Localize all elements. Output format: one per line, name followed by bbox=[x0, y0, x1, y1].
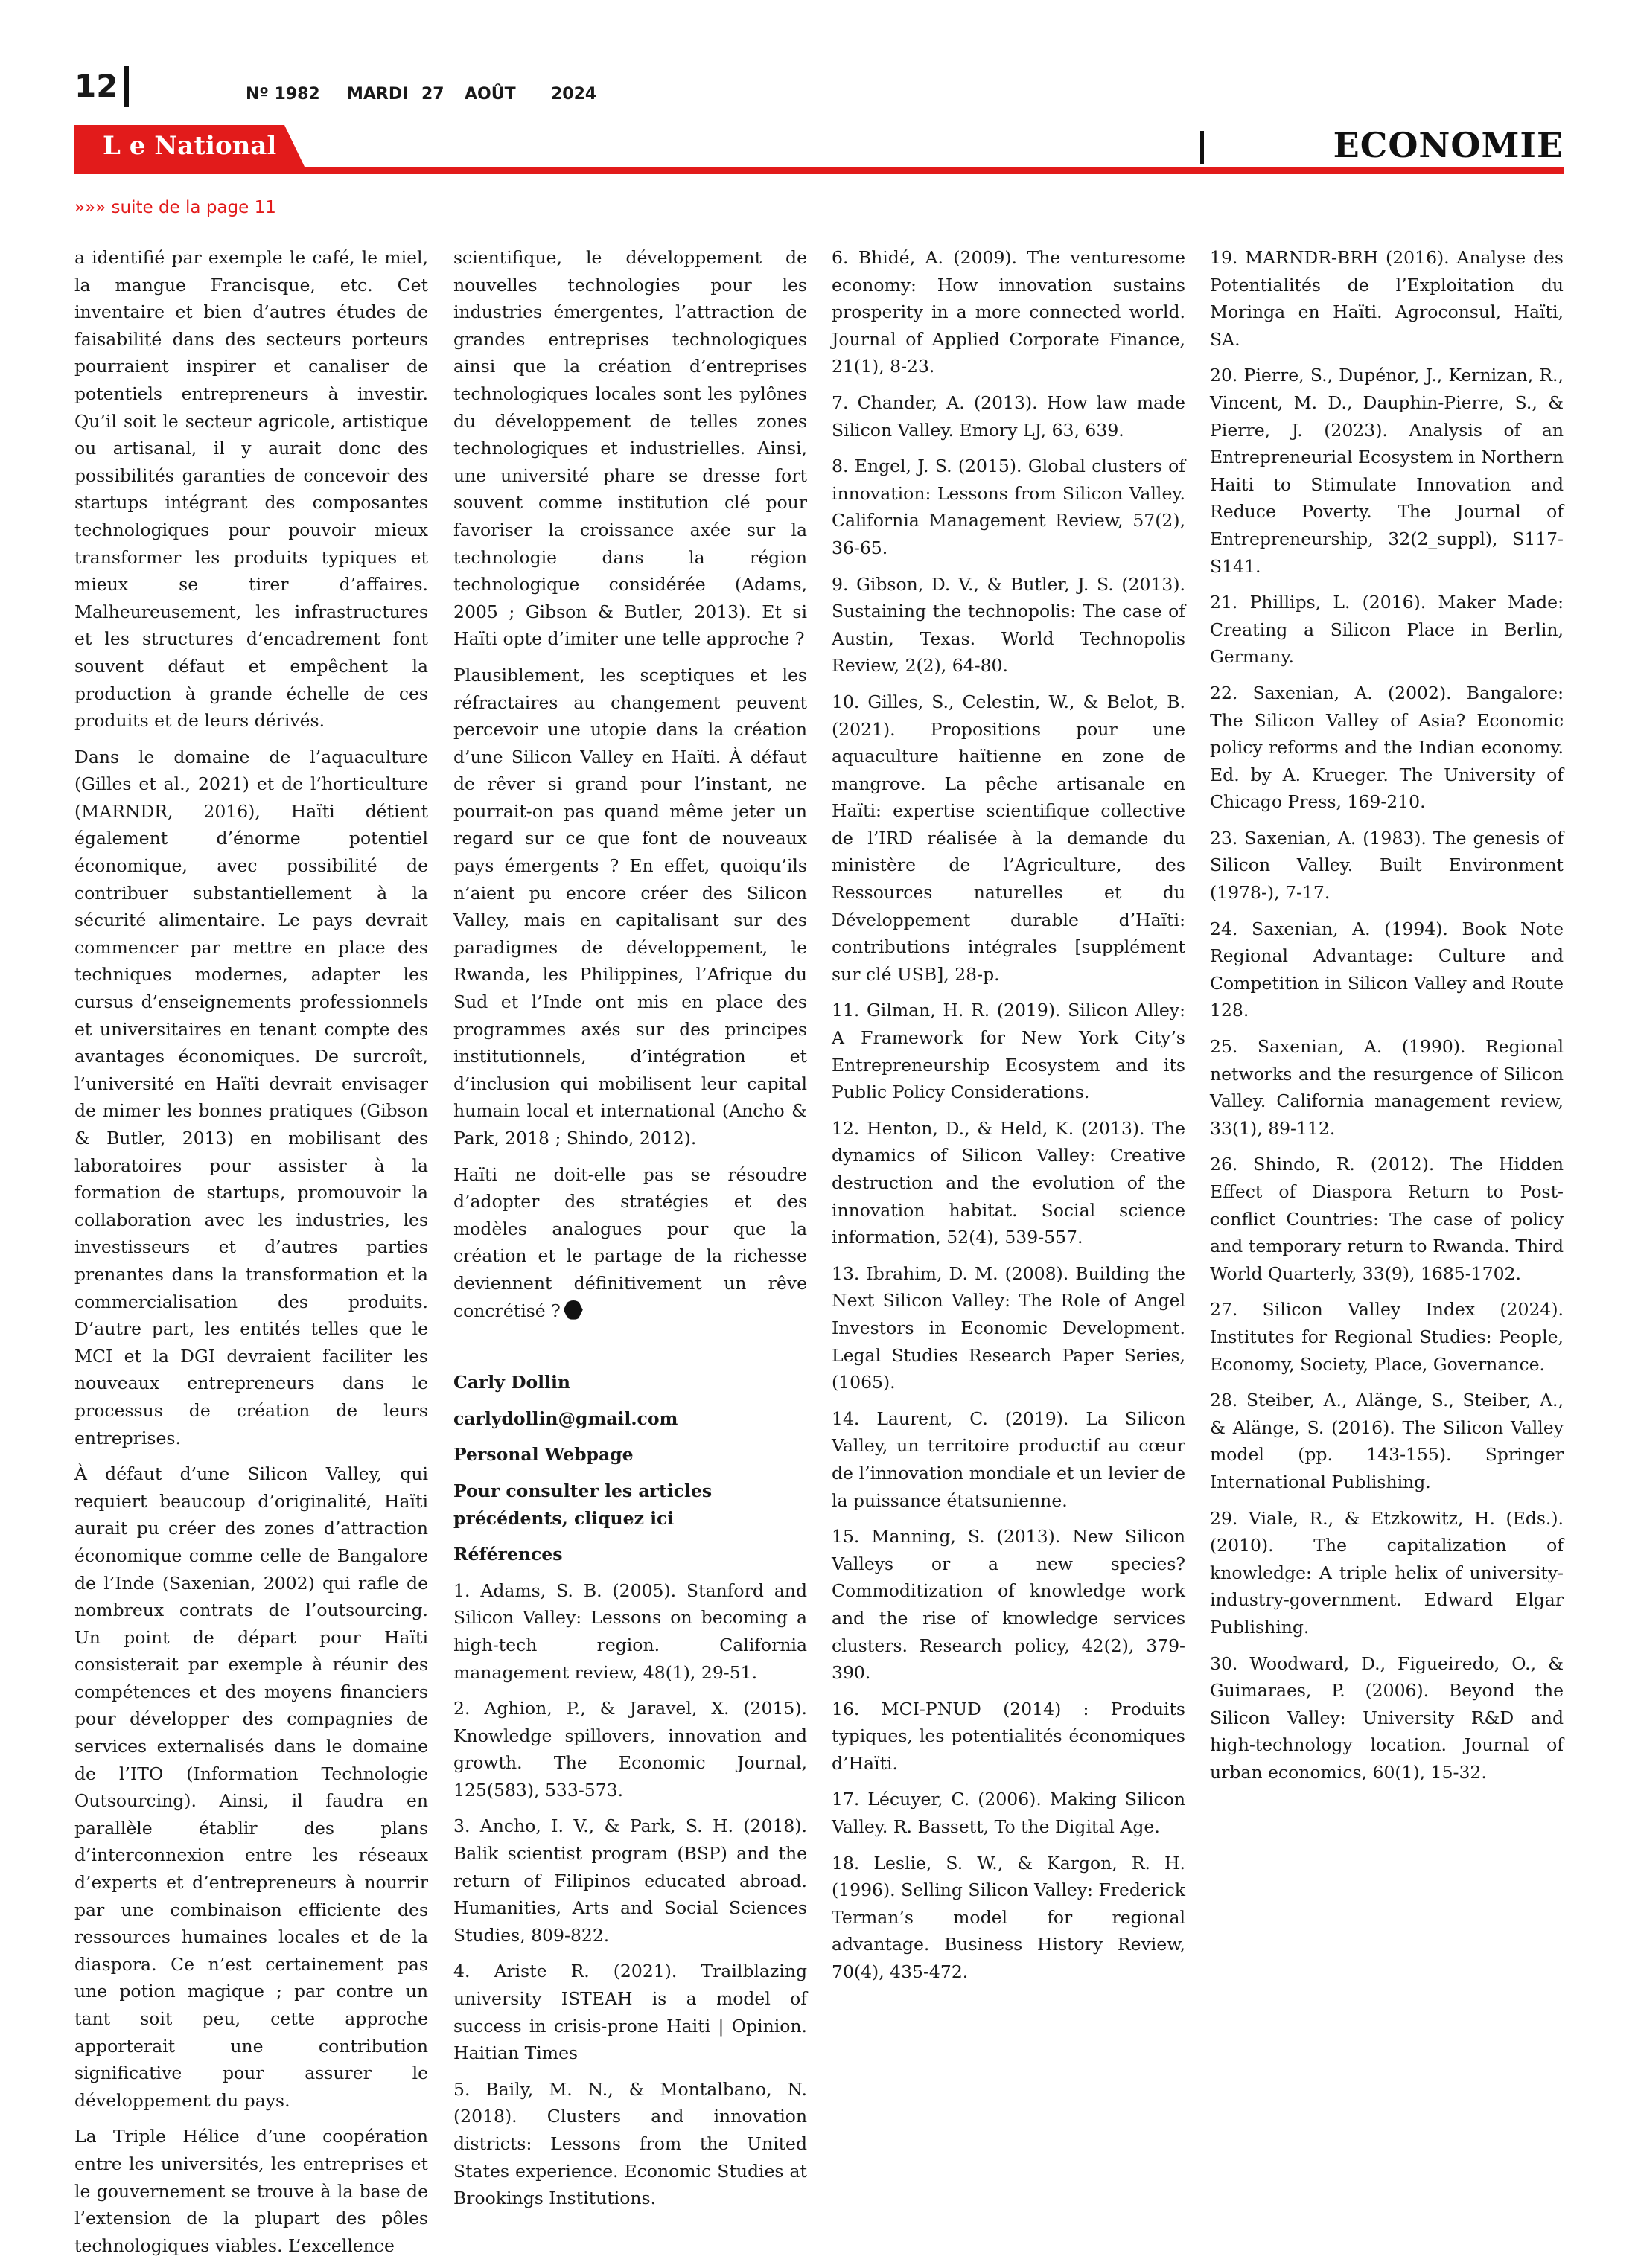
article-paragraph: Dans le domaine de l’aquaculture (Gilles et al., 2021) et de l’horticulture (MARNDR, 2016), Haïti détient également d’énorme potentiel économique, avec possibilité de contribuer substantiellement à la sécurité alimentaire. Le pays devrait commencer par mettre en place des techniques modernes, adapter les cursus d’enseignements professionnels et universitaires en tenant compte des avantages économiques. De surcroît, l’université en Haïti devrait envisager de mimer les bonnes pratiques (Gibson & Butler, 2013) en mobilisant des laboratoires pour assister à la formation de startups, promouvoir la collaboration avec les industries, les investisseurs et d’autres parties prenantes dans la transformation et la commercialisation des produits. D’autre part, les entités telles que le MCI et la DGI devraient faciliter les nouveaux entrepreneurs dans le processus de création de leurs entreprises. bbox=[74, 746, 428, 1448]
previous-articles-link[interactable]: Pour consulter les articles précédents, cliquez ici bbox=[453, 1480, 713, 1529]
reference-item: 15. Manning, S. (2013). New Silicon Valleys or a new species? Commoditization of knowledge work and the rise of knowledge services clusters. Research policy, 42(2), 379-390. bbox=[832, 1526, 1185, 1684]
reference-item: 25. Saxenian, A. (1990). Regional networks and the resurgence of Silicon Valley. California management review, 33(1), 89-112. bbox=[1210, 1036, 1564, 1139]
reference-item: 21. Phillips, L. (2016). Maker Made: Creating a Silicon Place in Berlin, Germany. bbox=[1210, 592, 1564, 668]
article-paragraph: Plausiblement, les sceptiques et les réfractaires au changement peuvent percevoir une utopie dans la création d’une Silicon Valley en Haïti. À défaut de rêver si grand pour l’instant, ne pourrait-on pas quand même jeter un regard sur ce que font de nouveaux pays émergents ? En effet, quoiqu’ils n’aient pu encore créer des Silicon Valley, mais en capitalisant sur des paradigmes de développement, le Rwanda, les Philippines, l’Afrique du Sud et l’Inde ont mis en place des programmes axés sur des principes institutionnels, d’intégration et d’inclusion qui mobilisent leur capital humain local et international (Ancho & Park, 2018 ; Shindo, 2012). bbox=[453, 664, 807, 1149]
reference-item: 18. Leslie, S. W., & Kargon, R. H. (1996). Selling Silicon Valley: Frederick Terman’s model for regional advantage. Business History Review, 70(4), 435-472. bbox=[832, 1852, 1185, 1983]
reference-item: 28. Steiber, A., Alänge, S., Steiber, A., & Alänge, S. (2016). The Silicon Valley model (pp. 143-155). Springer International Publishing. bbox=[1210, 1390, 1564, 1492]
reference-item: 24. Saxenian, A. (1994). Book Note Regional Advantage: Culture and Competition in Silicon Valley and Route 128. bbox=[1210, 918, 1564, 1021]
section-title: ECONOMIE bbox=[1333, 125, 1564, 165]
author-email[interactable]: carlydollin@gmail.com bbox=[453, 1408, 678, 1429]
folio-divider bbox=[124, 66, 129, 107]
reference-item: 14. Laurent, C. (2019). La Silicon Valley, un territoire productif au cœur de l’innovation mondiale et un levier de la puissance étatsunienne. bbox=[832, 1408, 1185, 1511]
reference-item: 26. Shindo, R. (2012). The Hidden Effect of Diaspora Return to Post-conflict Countries: The case of policy and temporary return to Rwanda. Third World Quarterly, 33(9), 1685-1702. bbox=[1210, 1154, 1564, 1284]
issue-number: Nº 1982 bbox=[246, 85, 320, 103]
reference-item: 12. Henton, D., & Held, K. (2013). The dynamics of Silicon Valley: Creative destruction and the evolution of the innovation habitat. Social science information, 52(4), 539-557. bbox=[832, 1117, 1185, 1248]
references-heading: Références bbox=[453, 1544, 563, 1565]
article-paragraph: a identifié par exemple le café, le miel, la mangue Francisque, etc. Cet inventaire et bien d’autres études de faisabilité dans des secteurs porteurs pourraient inspirer et canaliser de potentiels entrepreneurs à investir. Qu’il soit le secteur agricole, artistique ou artisanal, il y aurait donc des possibilités garanties de concevoir des startups intégrant des composantes technologiques pour pouvoir mieux transformer les produits typiques et mieux se tirer d’affaires. Malheureusement, les infrastructures et les structures d’encadrement font souvent défaut et empêchent la production à grande échelle de ces produits et de leurs dérivés. bbox=[74, 247, 428, 732]
reference-item: 22. Saxenian, A. (2002). Bangalore: The Silicon Valley of Asia? Economic policy reforms and the Indian economy. Ed. by A. Krueger. The University of Chicago Press, 169-210. bbox=[1210, 682, 1564, 813]
article-paragraph: La Triple Hélice d’une coopération entre les universités, les entreprises et le gouvernement se trouve à la base de l’extension de la plupart des pôles technologiques viables. L’excellence bbox=[74, 2126, 428, 2256]
reference-item: 20. Pierre, S., Dupénor, J., Kernizan, R., Vincent, M. D., Dauphin-Pierre, S., & Pierre, J. (2023). Analysis of an Entrepreneurial Ecosystem in Northern Haiti to Stimulate Innovation and Reduce Poverty. The Journal of Entrepreneurship, 32(2_suppl), S117-S141. bbox=[1210, 365, 1564, 577]
author-webpage-link[interactable]: Personal Webpage bbox=[453, 1444, 634, 1466]
reference-item: 11. Gilman, H. R. (2019). Silicon Alley: A Framework for New York City’s Entrepreneurship Ecosystem and its Public Policy Considerations. bbox=[832, 1000, 1185, 1103]
reference-item: 16. MCI-PNUD (2014) : Produits typiques, les potentialités économiques d’Haïti. bbox=[832, 1698, 1185, 1774]
reference-item: 9. Gibson, D. V., & Butler, J. S. (2013). Sustaining the technopolis: The case of Austin, Texas. World Technopolis Review, 2(2), 64-80. bbox=[832, 573, 1185, 677]
author-block bbox=[453, 1369, 807, 1532]
page-number: 12 bbox=[74, 68, 118, 104]
reference-item: 1. Adams, S. B. (2005). Stanford and Silicon Valley: Lessons on becoming a high-tech region. California management review, 48(1), 29-51. bbox=[453, 1579, 807, 1683]
column-3 bbox=[832, 244, 1185, 1995]
end-of-article-icon bbox=[564, 1300, 583, 1320]
column-4 bbox=[1210, 244, 1564, 1795]
reference-item: 17. Lécuyer, C. (2006). Making Silicon Valley. R. Bassett, To the Digital Age. bbox=[832, 1789, 1185, 1838]
reference-item: 10. Gilles, S., Celestin, W., & Belot, B. (2021). Propositions pour une aquaculture haïtienne en zone de mangrove. La pêche artisanale en Haïti: expertise scientifique collective de l’IRD réalisée à la demande du ministère de l’Agriculture, des Ressources naturelles et du Développement durable d’Haïti: contributions intégrales [supplément sur clé USB], 28-p. bbox=[832, 691, 1185, 985]
reference-item: 5. Baily, M. N., & Montalbano, N. (2018). Clusters and innovation districts: Lessons from the United States experience. Economic Studies at Brookings Institutions. bbox=[453, 2078, 807, 2209]
reference-item: 29. Viale, R., & Etzkowitz, H. (Eds.). (2010). The capitalization of knowledge: A triple helix of university-industry-government. Edward Elgar Publishing. bbox=[1210, 1507, 1564, 1638]
article-conclusion bbox=[453, 1161, 807, 1325]
issue-day: 27 bbox=[421, 85, 444, 103]
issue-year: 2024 bbox=[551, 85, 597, 103]
masthead-logo: L e National bbox=[103, 131, 277, 161]
reference-item: 2. Aghion, P., & Jaravel, X. (2015). Knowledge spillovers, innovation and growth. The Economic Journal, 125(583), 533-573. bbox=[453, 1698, 807, 1801]
header-rule bbox=[74, 167, 1564, 174]
article-paragraph: À défaut d’une Silicon Valley, qui requiert beaucoup d’originalité, Haïti aurait pu créer des zones d’attraction économique comme celle de Bangalore de l’Inde (Saxenian, 2002) qui rafle de nombreux contrats de l’outsourcing. Un point de départ pour Haïti consisterait par exemple à réunir des compétences et des moyens financiers pour développer des compagnies de services externalisés dans le domaine de l’ITO (Information Technologie Outsourcing). Ainsi, il faudra en parallèle établir des plans d’interconnexion entre les réseaux d’experts et d’entrepreneurs à nourrir par une combinaison efficiente des ressources humaines locales et de la diaspora. Ce n’est certainement pas une potion magique ; par contre un tant soit peu, cette approche apporterait une contribution significative pour assurer le développement du pays. bbox=[74, 1463, 428, 2111]
article-conclusion-text: Haïti ne doit-elle pas se résoudre d’adopter des stratégies et des modèles analogues pour que la création et le partage de la richesse deviennent définitivement un rêve concrétisé ? bbox=[453, 1163, 807, 1321]
author-name: Carly Dollin bbox=[453, 1372, 570, 1393]
reference-item: 7. Chander, A. (2013). How law made Silicon Valley. Emory LJ, 63, 639. bbox=[832, 392, 1185, 441]
reference-item: 8. Engel, J. S. (2015). Global clusters of innovation: Lessons from Silicon Valley. California Management Review, 57(2), 36-65. bbox=[832, 456, 1185, 558]
reference-item: 30. Woodward, D., Figueiredo, O., & Guimaraes, P. (2006). Beyond the Silicon Valley: University R&D and high-technology location. Journal of urban economics, 60(1), 15-32. bbox=[1210, 1652, 1564, 1783]
reference-item: 23. Saxenian, A. (1983). The genesis of Silicon Valley. Built Environment (1978-), 7-17. bbox=[1210, 827, 1564, 904]
column-1 bbox=[74, 244, 428, 2268]
column-2 bbox=[453, 244, 807, 2221]
issue-month: AOÛT bbox=[465, 85, 516, 103]
continued-from[interactable]: »»» suite de la page 11 bbox=[74, 198, 276, 217]
reference-item: 27. Silicon Valley Index (2024). Institutes for Regional Studies: People, Economy, Society, Place, Governance. bbox=[1210, 1299, 1564, 1375]
reference-item: 19. MARNDR-BRH (2016). Analyse des Potentialités de l’Exploitation du Moringa en Haïti. Agroconsul, Haïti, SA. bbox=[1210, 247, 1564, 350]
article-paragraph: scientifique, le développement de nouvelles technologies pour les industries émergentes, l’attraction de grandes entreprises technologiques ainsi que la création d’entreprises technologiques locales sont les pylônes du développement de telles zones technologiques et industrielles. Ainsi, une université phare se dresse fort souvent comme institution clé pour favoriser la croissance axée sur la technologie dans la région technologique considérée (Adams, 2005 ; Gibson & Butler, 2013). Et si Haïti opte d’imiter une telle approche ? bbox=[453, 247, 807, 650]
section-divider bbox=[1200, 131, 1204, 164]
reference-item: 6. Bhidé, A. (2009). The venturesome economy: How innovation sustains prosperity in a more connected world. Journal of Applied Corporate Finance, 21(1), 8-23. bbox=[832, 247, 1185, 377]
reference-item: 13. Ibrahim, D. M. (2008). Building the Next Silicon Valley: The Role of Angel Investors in Economic Development. Legal Studies Research Paper Series, (1065). bbox=[832, 1262, 1185, 1393]
reference-item: 4. Ariste R. (2021). Trailblazing university ISTEAH is a model of success in crisis-prone Haiti | Opinion. Haitian Times bbox=[453, 1961, 807, 2064]
issue-weekday: MARDI bbox=[347, 85, 409, 103]
reference-item: 3. Ancho, I. V., & Park, S. H. (2018). Balik scientist program (BSP) and the return of Filipinos educated abroad. Humanities, Arts and Social Sciences Studies, 809-822. bbox=[453, 1815, 807, 1946]
